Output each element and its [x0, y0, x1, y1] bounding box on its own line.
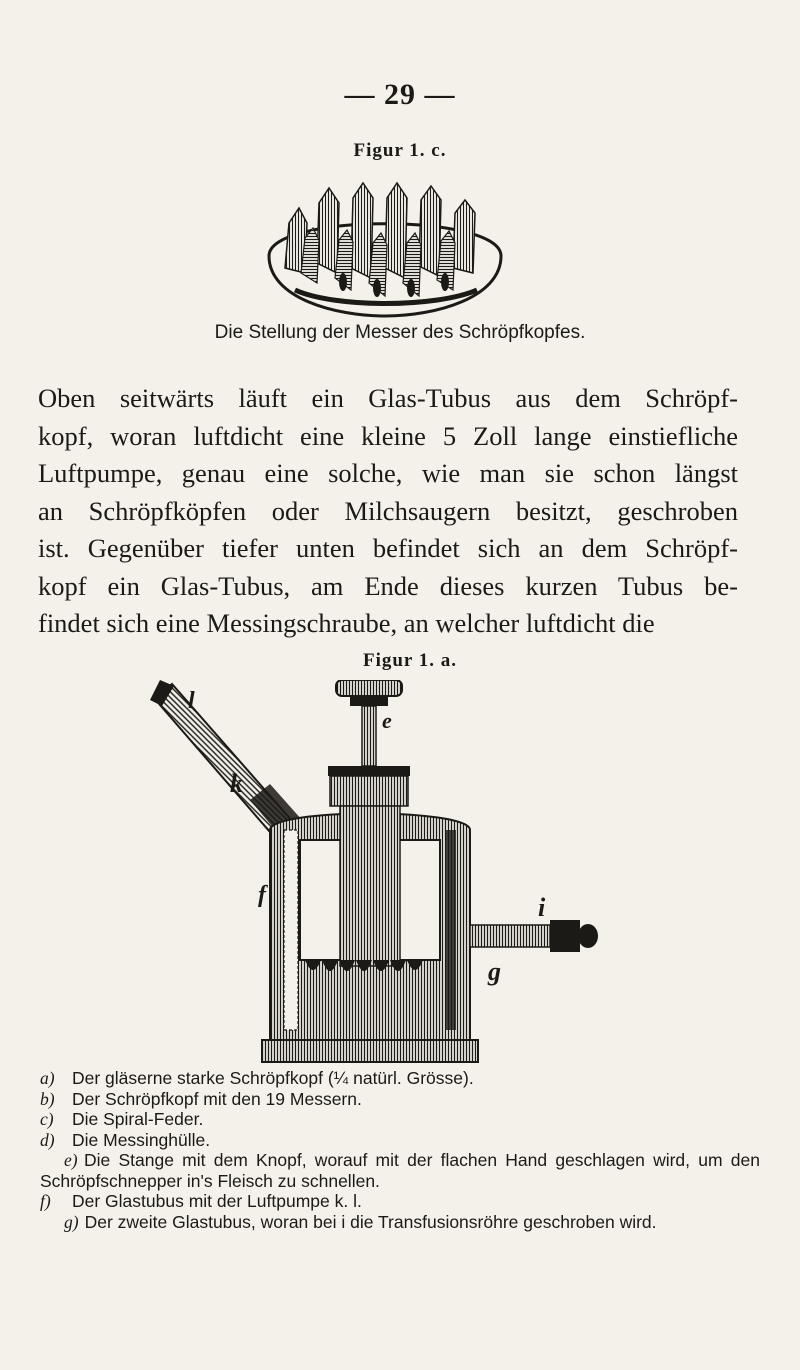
legend-marker: d) — [40, 1129, 55, 1150]
body-line: findet sich eine Messingschraube, an welcher luftdicht die — [38, 608, 655, 638]
body-line: kopf ein Glas-Tubus, am Ende dieses kurzen Tubus be- — [38, 570, 738, 601]
legend-marker: g) — [64, 1211, 79, 1232]
legend-marker: a) — [40, 1068, 55, 1088]
body-line: an Schröpfköpfen oder Milchsaugern besitzt, geschroben — [38, 495, 738, 526]
body-line: kopf, woran luftdicht eine kleine 5 Zoll lange einstiefliche — [38, 420, 738, 451]
legend-item — [40, 1130, 760, 1151]
figure-c-caption: Die Stellung der Messer des Schröpfkopfes. — [214, 322, 586, 343]
legend-marker: e) — [64, 1150, 78, 1170]
legend-marker: f) — [40, 1191, 51, 1211]
legend-text: Die Spiral-Feder. — [72, 1109, 204, 1129]
legend-text: Der zweite Glastubus, woran bei i die Transfusionsröhre geschroben wird. — [84, 1211, 657, 1232]
body-line: ist. Gegenüber tiefer unten befindet sich an dem Schröpf- — [38, 533, 738, 563]
figure-a-illustration — [150, 680, 620, 1065]
legend-text: Der Glastubus mit der Luftpumpe k. l. — [72, 1191, 362, 1211]
figure-a-label-k: k — [230, 769, 243, 798]
legend-item — [40, 1089, 760, 1110]
transfusion-cupping-apparatus-engraving — [150, 680, 620, 1065]
legend-text: Der gläserne starke Schröpfkopf (¼ natürl. Grösse). — [72, 1068, 474, 1088]
legend-item — [40, 1068, 760, 1089]
figure-a-label-l: l — [188, 688, 195, 714]
figure-a-label-i: i — [538, 893, 546, 922]
legend-marker: c) — [40, 1109, 54, 1129]
figure-c-illustration — [255, 178, 515, 318]
body-line: Oben seitwärts läuft ein Glas-Tubus aus dem Schröpf- — [38, 383, 738, 413]
figure-a-label-f: f — [258, 882, 266, 908]
legend-marker: b) — [40, 1088, 55, 1109]
body-paragraph — [38, 380, 738, 643]
cupping-head-blades-engraving — [255, 178, 515, 318]
body-line: Luftpumpe, genau eine solche, wie man sie schon längst — [38, 458, 738, 488]
figure-a-label-e: e — [382, 708, 392, 733]
figure-a-label-g: g — [488, 957, 501, 986]
figure-c-title: Figur 1. c. — [353, 140, 447, 161]
legend-item — [40, 1109, 760, 1130]
legend-item — [40, 1212, 760, 1233]
legend-item — [40, 1150, 760, 1191]
legend-text: Die Messinghülle. — [72, 1129, 211, 1150]
figure-a-title: Figur 1. a. — [362, 650, 458, 671]
figure-a-legend — [40, 1068, 760, 1232]
legend-text: Die Stange mit dem Knopf, worauf mit der flachen Hand geschlagen wird, um den Schröpfschnepper in's Fleisch zu schnellen. — [40, 1150, 760, 1191]
page-number: — 29 — — [344, 78, 456, 111]
legend-text: Der Schröpfkopf mit den 19 Messern. — [72, 1088, 362, 1109]
legend-item — [40, 1191, 760, 1212]
